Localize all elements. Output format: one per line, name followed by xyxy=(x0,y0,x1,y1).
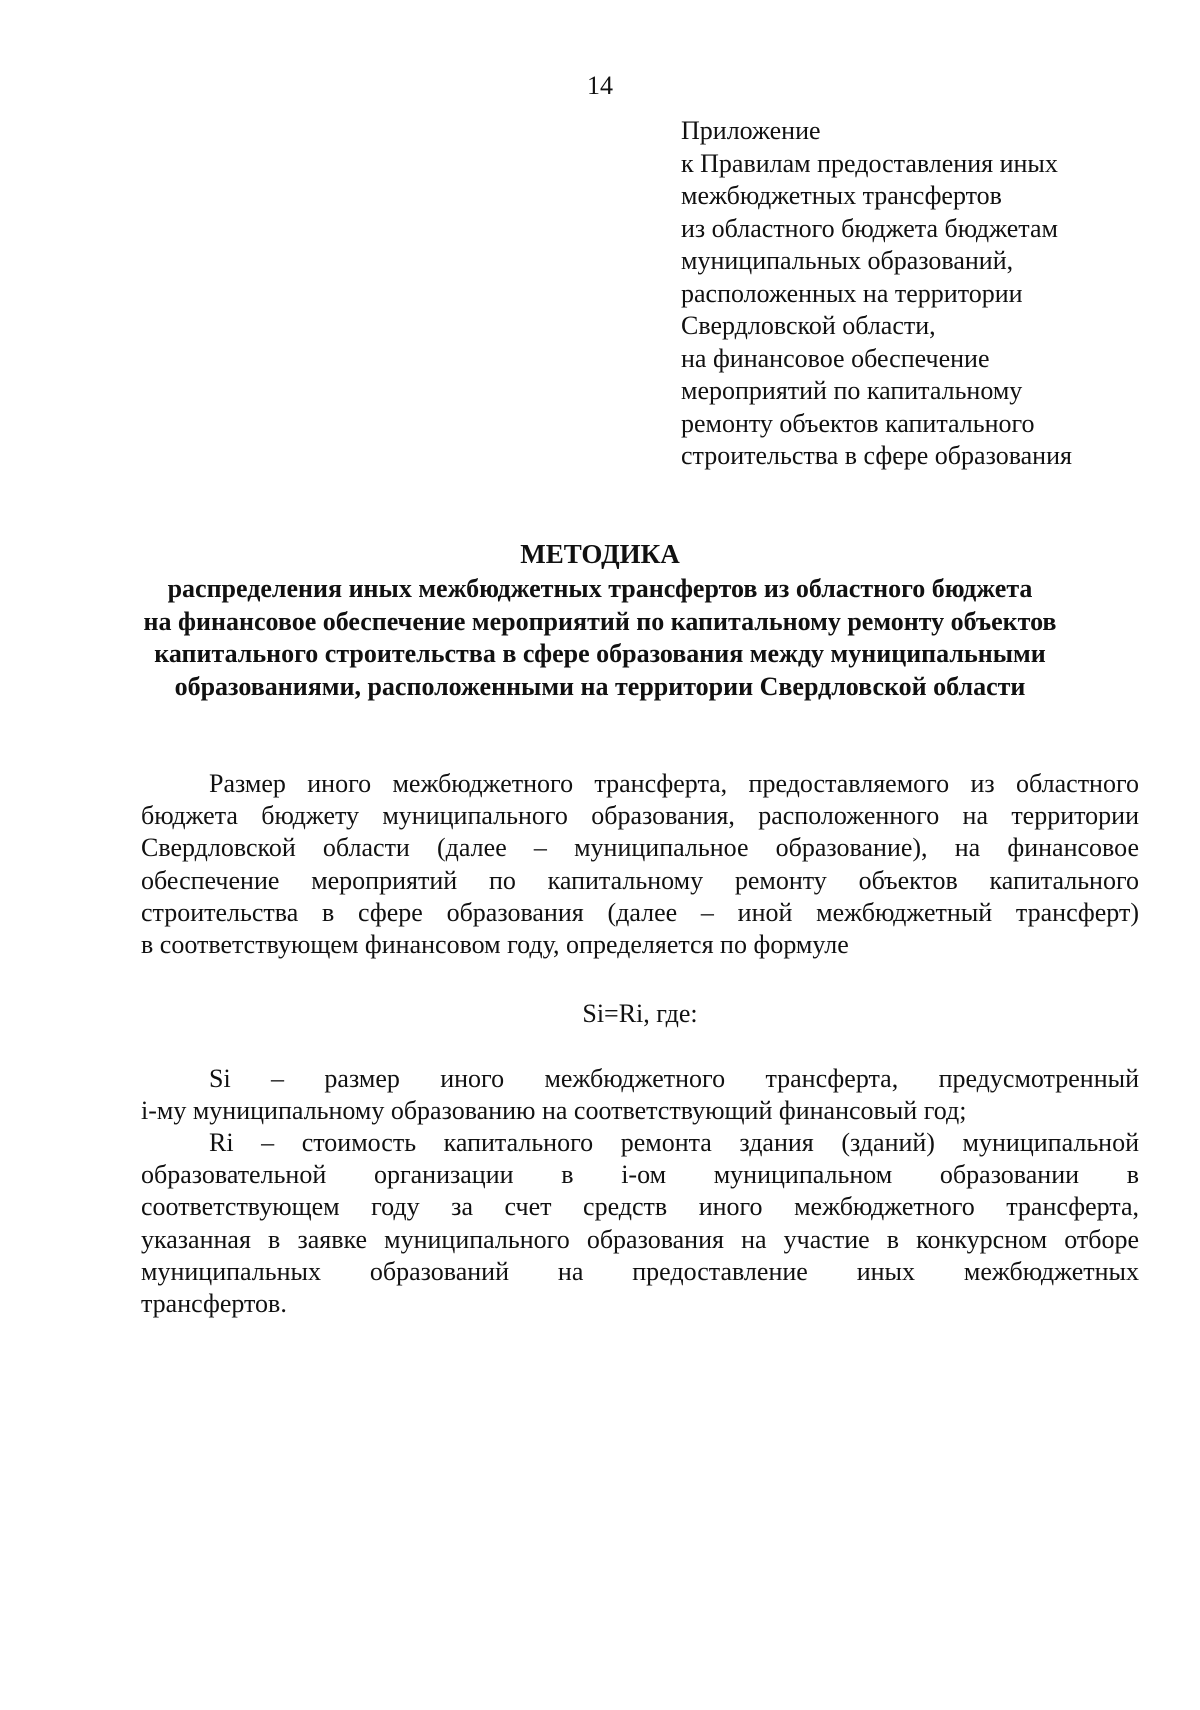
document-subtitle-line: капитального строительства в сфере образования между муниципальными xyxy=(154,639,1046,668)
document-title: МЕТОДИКА xyxy=(520,539,680,569)
paragraph-line: i-му муниципальному образованию на соответствующий финансовый год; xyxy=(141,1096,967,1126)
appendix-line: Свердловской области, xyxy=(681,311,936,340)
appendix-line: мероприятий по капитальному xyxy=(681,376,1023,405)
definition-ri xyxy=(141,1127,1139,1320)
appendix-line: Приложение xyxy=(681,116,821,145)
appendix-line: межбюджетных трансфертов xyxy=(681,181,1002,210)
appendix-line: из областного бюджета бюджетам xyxy=(681,213,1058,243)
definition-si xyxy=(141,1063,1139,1127)
appendix-line: ремонту объектов капитального xyxy=(681,408,1035,438)
paragraph-line: трансфертов. xyxy=(141,1289,287,1319)
paragraph-line: Свердловской области (далее – муниципальное образование), на финансовое xyxy=(141,833,1139,863)
paragraph-line: Размер иного межбюджетного трансферта, предоставляемого из областного xyxy=(209,769,1139,798)
appendix-line: к Правилам предоставления иных xyxy=(681,148,1058,178)
paragraph-line: обеспечение мероприятий по капитальному ремонту объектов капитального xyxy=(141,865,1139,895)
paragraph-line: бюджета бюджету муниципального образования, расположенного на территории xyxy=(141,801,1139,831)
document-heading xyxy=(130,538,1070,703)
paragraph-line: Ri – стоимость капитального ремонта здания (зданий) муниципальной xyxy=(209,1128,1139,1157)
document-subtitle-line: распределения иных межбюджетных трансфертов из областного бюджета xyxy=(167,574,1033,603)
formula: Si=Ri, где: xyxy=(582,999,698,1028)
appendix-line: строительства в сфере образования xyxy=(681,441,1072,470)
paragraph-line: в соответствующем финансовом году, определяется по формуле xyxy=(141,930,849,960)
paragraph-line: Si – размер иного межбюджетного трансферта, предусмотренный xyxy=(209,1064,1139,1093)
appendix-line: расположенных на территории xyxy=(681,278,1023,308)
appendix-block xyxy=(681,115,1161,473)
appendix-line: на финансовое обеспечение xyxy=(681,343,990,373)
document-subtitle-line: образованиями, расположенными на территории Свердловской области xyxy=(174,671,1026,701)
appendix-line: муниципальных образований, xyxy=(681,246,1014,275)
paragraph-line: муниципальных образований на предоставление иных межбюджетных xyxy=(141,1256,1139,1286)
paragraph-line: образовательной организации в i-ом муниципальном образовании в xyxy=(141,1160,1139,1190)
document-subtitle-line: на финансовое обеспечение мероприятий по капитальному ремонту объектов xyxy=(143,606,1057,636)
page-number: 14 xyxy=(587,71,613,100)
paragraph-line: указанная в заявке муниципального образования на участие в конкурсном отборе xyxy=(141,1224,1139,1254)
paragraph-line: строительства в сфере образования (далее – иной межбюджетный трансферт) xyxy=(141,897,1139,927)
paragraph-transfer-size xyxy=(141,768,1139,961)
paragraph-line: соответствующем году за счет средств иного межбюджетного трансферта, xyxy=(141,1192,1139,1222)
